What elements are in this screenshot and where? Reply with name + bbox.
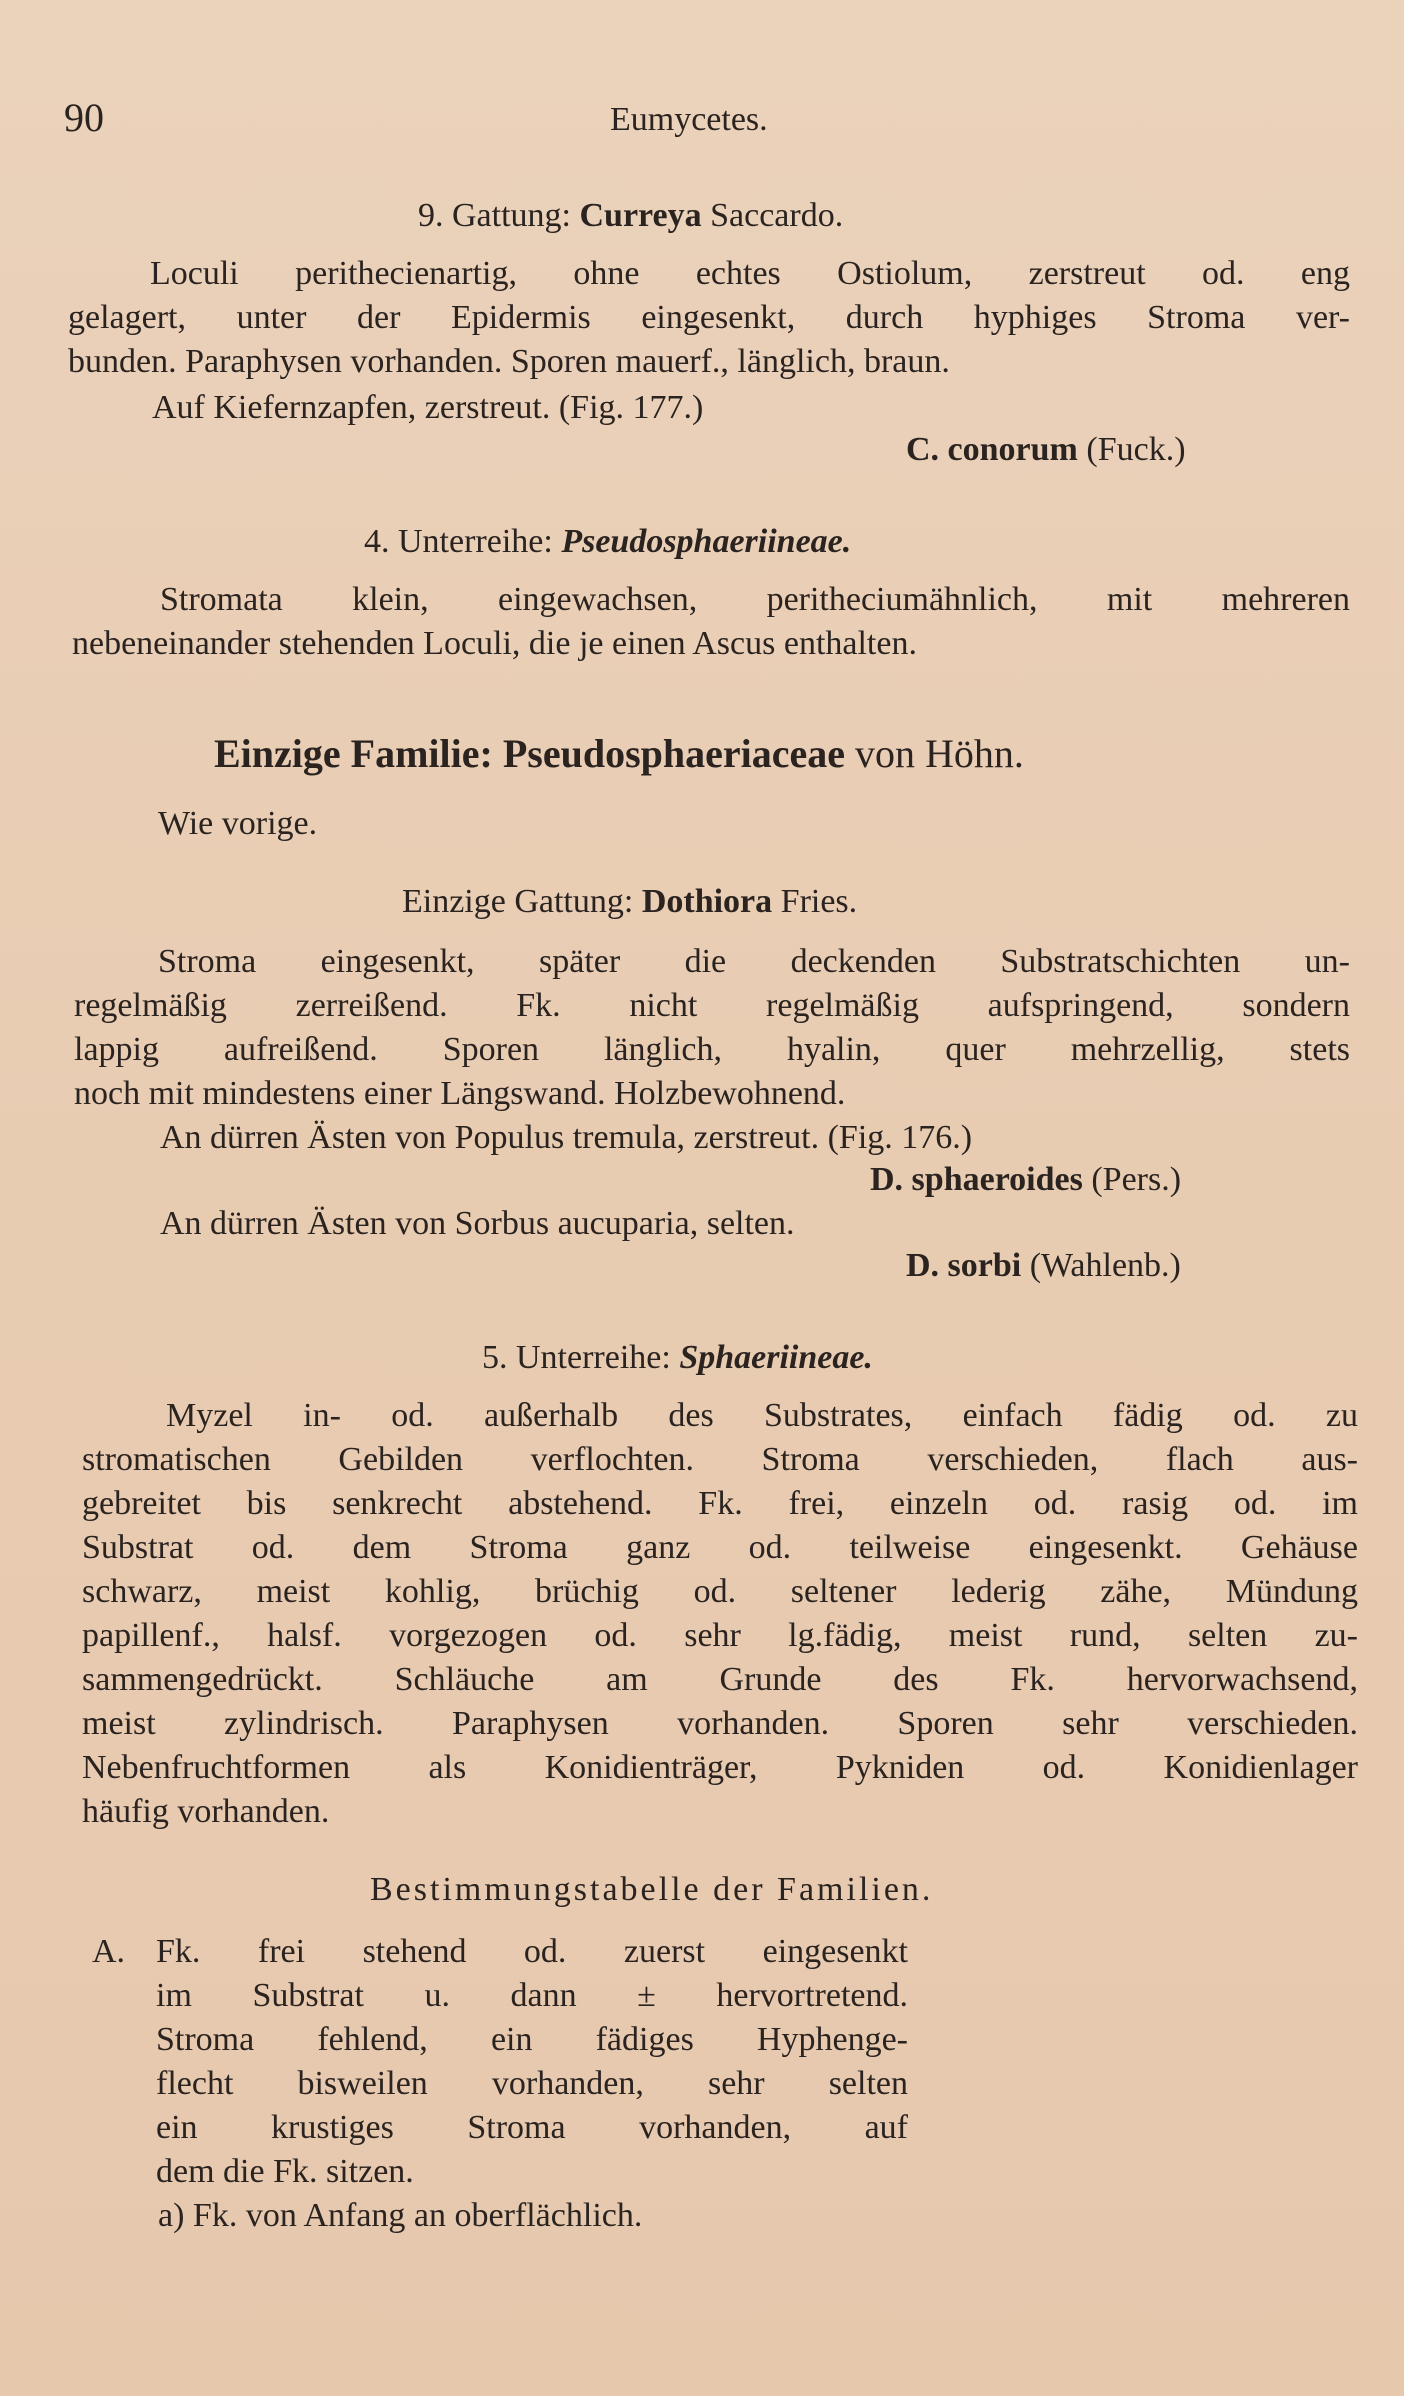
dothiora-species-2-author: (Wahlenb.) (1021, 1247, 1181, 1284)
dothiora-heading-prefix: Einzige Gattung: (402, 883, 642, 920)
dothiora-line-1: Stroma eingesenkt, später die deckenden Substratschichten un- (158, 943, 1350, 980)
family-heading (214, 731, 1024, 776)
genus9-heading (418, 196, 843, 236)
subseries5-line-1: Myzel in- od. außerhalb des Substrates, einfach fädig od. zu (166, 1397, 1358, 1434)
key-item-line-5: ein krustiges Stroma vorhanden, auf (156, 2109, 908, 2146)
subseries4-line-1: Stromata klein, eingewachsen, peritheciumähnlich, mit mehreren (160, 581, 1350, 618)
family-note: Wie vorige. (158, 805, 318, 842)
subseries5-line-9: Nebenfruchtformen als Konidienträger, Pykniden od. Konidienlager (82, 1749, 1358, 1786)
genus9-line-3: bunden. Paraphysen vorhanden. Sporen mauerf., länglich, braun. (68, 343, 950, 380)
genus9-species (906, 430, 1186, 470)
subseries5-line-7: sammengedrückt. Schläuche am Grunde des Fk. hervorwachsend, (82, 1661, 1358, 1698)
key-item-line-4: flecht bisweilen vorhanden, sehr selten (156, 2065, 908, 2102)
dothiora-species-2-name: D. sorbi (906, 1247, 1022, 1284)
subseries5-line-4: Substrat od. dem Stroma ganz od. teilweise eingesenkt. Gehäuse (82, 1529, 1358, 1566)
genus9-heading-author: Saccardo. (701, 197, 844, 234)
subseries4-line-2: nebeneinander stehenden Loculi, die je einen Ascus enthalten. (72, 625, 917, 662)
key-sub-item: a) Fk. von Anfang an oberflächlich. (158, 2197, 643, 2234)
dothiora-heading-author: Fries. (772, 883, 858, 920)
genus9-line-1: Loculi perithecienartig, ohne echtes Ostiolum, zerstreut od. eng (150, 255, 1350, 292)
subseries4-heading-name: Pseudosphaeriineae. (561, 523, 852, 560)
key-item-line-1: Fk. frei stehend od. zuerst eingesenkt (156, 1933, 908, 1970)
dothiora-species-1-name: D. sphaeroides (870, 1161, 1083, 1198)
dothiora-heading-name: Dothiora (641, 883, 773, 920)
family-heading-prefix: Einzige Familie: (214, 731, 503, 776)
subseries5-line-3: gebreitet bis senkrecht abstehend. Fk. frei, einzeln od. rasig od. im (82, 1485, 1358, 1522)
genus9-heading-prefix: 9. Gattung: (418, 197, 580, 234)
running-title: Eumycetes. (610, 101, 768, 138)
genus9-heading-name: Curreya (579, 197, 702, 234)
dothiora-species-1-author: (Pers.) (1082, 1161, 1182, 1198)
subseries4-heading (364, 522, 851, 562)
subseries5-line-2: stromatischen Gebilden verflochten. Stroma verschieden, flach aus- (82, 1441, 1358, 1478)
key-item-line-3: Stroma fehlend, ein fädiges Hyphenge- (156, 2021, 908, 2058)
subseries5-line-6: papillenf., halsf. vorgezogen od. sehr lg.fädig, meist rund, selten zu- (82, 1617, 1358, 1654)
key-item-line-2: im Substrat u. dann ± hervortretend. (156, 1977, 908, 2014)
dothiora-species-1-habitat: An dürren Ästen von Populus tremula, zerstreut. (Fig. 176.) (160, 1119, 973, 1156)
subseries5-line-8: meist zylindrisch. Paraphysen vorhanden. Sporen sehr verschieden. (82, 1705, 1358, 1742)
genus9-species-name: C. conorum (906, 431, 1078, 468)
dothiora-heading (402, 882, 857, 922)
genus9-habitat: Auf Kiefernzapfen, zerstreut. (Fig. 177.) (152, 389, 704, 426)
genus9-line-2: gelagert, unter der Epidermis eingesenkt, durch hyphiges Stroma ver- (68, 299, 1350, 336)
dothiora-line-3: lappig aufreißend. Sporen länglich, hyalin, quer mehrzellig, stets (74, 1031, 1350, 1068)
subseries5-heading (482, 1338, 873, 1378)
genus9-species-author: (Fuck.) (1077, 431, 1186, 468)
dothiora-line-4: noch mit mindestens einer Längswand. Holzbewohnend. (74, 1075, 846, 1112)
dothiora-species-1 (870, 1160, 1181, 1200)
family-heading-author: von Höhn. (845, 731, 1024, 776)
subseries5-heading-prefix: 5. Unterreihe: (482, 1339, 680, 1376)
key-item-line-6: dem die Fk. sitzen. (156, 2153, 414, 2190)
dothiora-line-2: regelmäßig zerreißend. Fk. nicht regelmäßig aufspringend, sondern (74, 987, 1350, 1024)
key-title: Bestimmungstabelle der Familien. (370, 1871, 934, 1908)
subseries5-heading-name: Sphaeriineae. (679, 1339, 873, 1376)
dothiora-species-2-habitat: An dürren Ästen von Sorbus aucuparia, selten. (160, 1205, 795, 1242)
page-number: 90 (64, 95, 104, 140)
dothiora-species-2 (906, 1246, 1181, 1286)
subseries4-heading-prefix: 4. Unterreihe: (364, 523, 562, 560)
subseries5-line-5: schwarz, meist kohlig, brüchig od. seltener lederig zähe, Mündung (82, 1573, 1358, 1610)
family-heading-name: Pseudosphaeriaceae (502, 731, 846, 776)
key-item-label: A. (92, 1933, 126, 1970)
subseries5-line-10: häufig vorhanden. (82, 1793, 330, 1830)
